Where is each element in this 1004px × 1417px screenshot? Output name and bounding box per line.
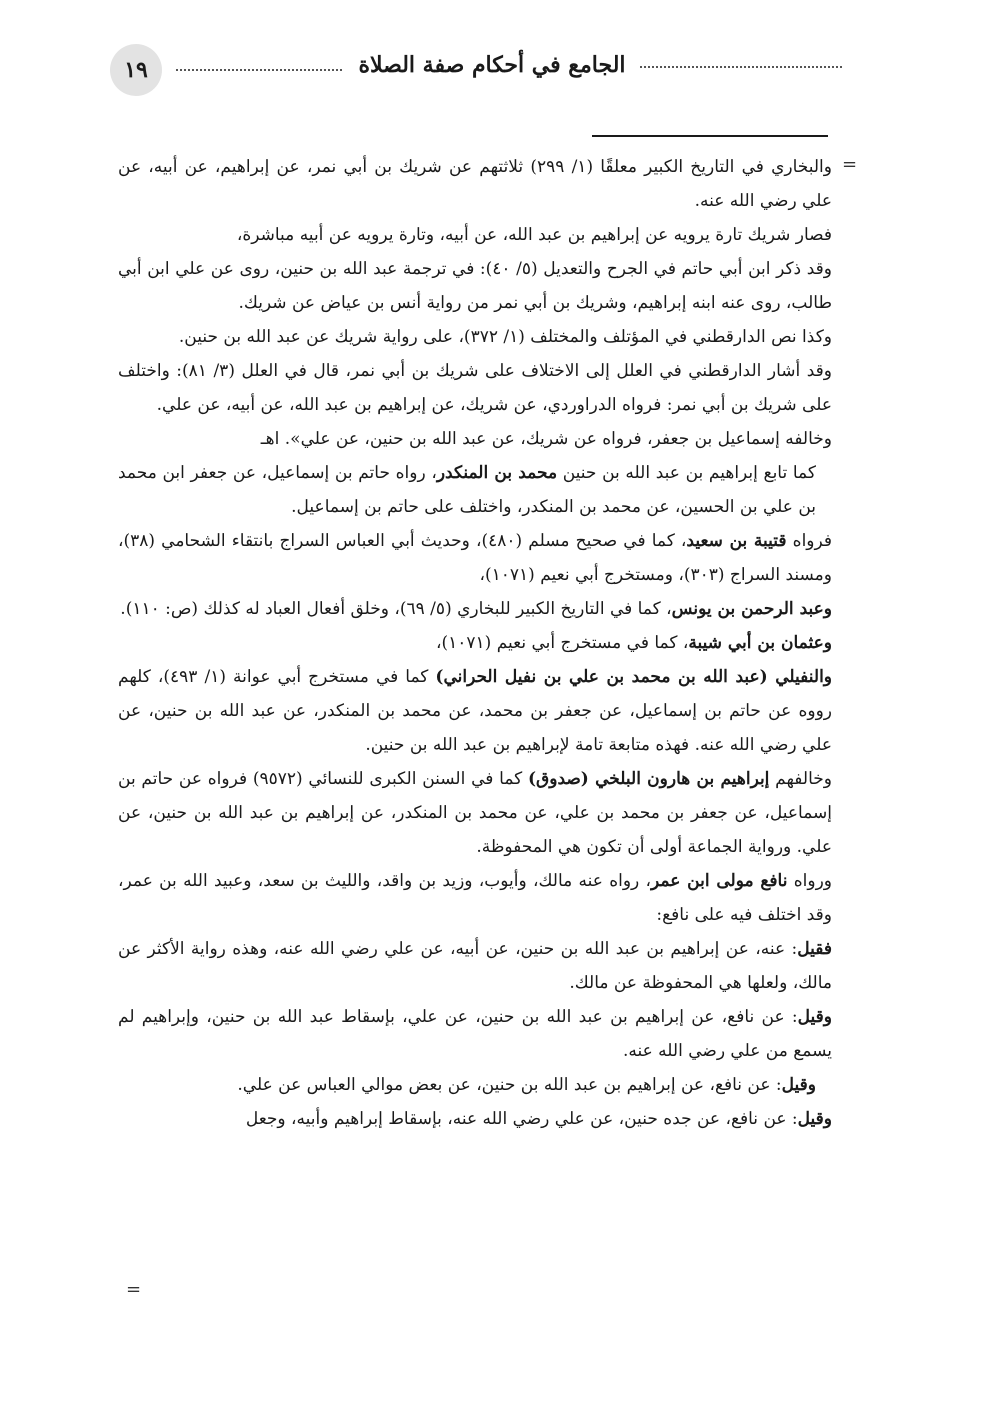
paragraph: وقيل: عن نافع، عن جده حنين، عن علي رضي الله عنه، بإسقاط إبراهيم وأبيه، وجعل [245,1109,832,1129]
paragraph: والبخاري في التاريخ الكبير معلقًا (١/ ٢٩٩) ثلاثتهم عن شريك بن أبي نمر، عن إبراهيم، عن أبيه، عن علي رضي الله عنه. [118,157,832,211]
narrator-name: محمد بن المنكدر [436,463,558,483]
header-dotted-leader-left [176,69,342,71]
page-number: ١٩ [110,44,162,96]
variant-label: وقيل [797,1007,832,1027]
variant-label: وقيل [781,1075,816,1095]
paragraph: وخالفه إسماعيل بن جعفر، فرواه عن شريك، عن عبد الله بن حنين، عن علي». اهـ [260,429,832,449]
paragraph: وكذا نص الدارقطني في المؤتلف والمختلف (١/ ٣٧٢)، على رواية شريك عن عبد الله بن حنين. [178,327,832,347]
narrator-name: إبراهيم بن هارون البلخي (صدوق) [528,769,770,789]
header-dotted-leader-right [640,66,842,68]
narrator-name: نافع مولى ابن عمر [651,871,788,891]
paragraph: كما تابع إبراهيم بن عبد الله بن حنين محمد بن المنكدر، رواه حاتم بن إسماعيل، عن جعفر ابن محمد بن علي بن الحسين، عن محمد بن المنكدر، واختلف على حاتم بن إسماعيل. [118,463,816,517]
narrator-name: وعبد الرحمن بن يونس [671,599,832,619]
running-title: الجامع في أحكام صفة الصلاة [358,52,626,78]
paragraph: والنفيلي (عبد الله بن محمد بن علي بن نفيل الحراني) كما في مستخرج أبي عوانة (١/ ٤٩٣)، كلهم رووه عن حاتم بن إسماعيل، عن جعفر بن محمد، عن محمد بن المنكدر، عن عبد الله بن حنين، عن علي رضي الله عنه. فهذه متابعة تامة لإبراهيم بن عبد الله بن حنين. [118,667,832,755]
footnote-continuation-mark-bottom: = [126,1279,142,1300]
narrator-name: وعثمان بن أبي شيبة [688,633,832,653]
paragraph: فرواه قتيبة بن سعيد، كما في صحيح مسلم (٤٨٠)، وحديث أبي العباس السراج بانتقاء الشحامي (٣٨)، ومسند السراج (٣٠٣)، ومستخرج أبي نعيم (١٠٧١)، [118,531,833,585]
paragraph: وعثمان بن أبي شيبة، كما في مستخرج أبي نعيم (١٠٧١)، [436,633,832,653]
paragraph: وقيل: عن نافع، عن إبراهيم بن عبد الله بن حنين، عن بعض موالي العباس عن علي. [237,1075,816,1095]
paragraph: فقيل: عنه، عن إبراهيم بن عبد الله بن حنين، عن أبيه، عن علي رضي الله عنه، وهذه رواية الأكثر عن مالك، ولعلها هي المحفوظة عن مالك. [118,939,832,993]
paragraph: وقد أشار الدارقطني في العلل إلى الاختلاف على شريك بن أبي نمر، قال في العلل (٣/ ٨١): واختلف على شريك بن أبي نمر: فرواه الدراوردي، عن شريك، عن إبراهيم بن عبد الله، عن أبيه، عن علي. [118,361,832,415]
paragraph: وقيل: عن نافع، عن إبراهيم بن عبد الله بن حنين، عن علي، بإسقاط عبد الله بن حنين، وإبراهيم لم يسمع من علي رضي الله عنه. [118,1007,832,1061]
narrator-name: والنفيلي (عبد الله بن محمد بن علي بن نفيل الحراني) [435,667,832,687]
paragraph: فصار شريك تارة يرويه عن إبراهيم بن عبد الله، عن أبيه، وتارة يرويه عن أبيه مباشرة، [236,225,832,245]
variant-label: فقيل [797,939,832,959]
footnote-continuation-mark-top: = [842,154,858,175]
variant-label: وقيل [797,1109,832,1129]
footnote-body [118,150,832,1136]
paragraph: وقد ذكر ابن أبي حاتم في الجرح والتعديل (٥/ ٤٠): في ترجمة عبد الله بن حنين، روى عن علي ابن أبي طالب، روى عنه ابنه إبراهيم، وشريك بن أبي نمر من رواية أنس بن عياض عن شريك. [118,259,832,313]
narrator-name: قتيبة بن سعيد [686,531,787,551]
footnote-separator-rule [592,135,828,137]
paragraph: ورواه نافع مولى ابن عمر، رواه عنه مالك، وأيوب، وزيد بن واقد، والليث بن سعد، وعبيد الله بن عمر، وقد اختلف فيه على نافع: [118,871,833,925]
paragraph: وعبد الرحمن بن يونس، كما في التاريخ الكبير للبخاري (٥/ ٦٩)، وخلق أفعال العباد له كذلك (ص: ١١٠). [120,599,832,619]
paragraph: وخالفهم إبراهيم بن هارون البلخي (صدوق) كما في السنن الكبرى للنسائي (٩٥٧٢) فرواه عن حاتم بن إسماعيل، عن جعفر بن محمد بن علي، عن محمد بن المنكدر، عن إبراهيم بن عبد الله بن حنين، عن علي. ورواية الجماعة أولى أن تكون هي المحفوظة. [118,769,832,857]
